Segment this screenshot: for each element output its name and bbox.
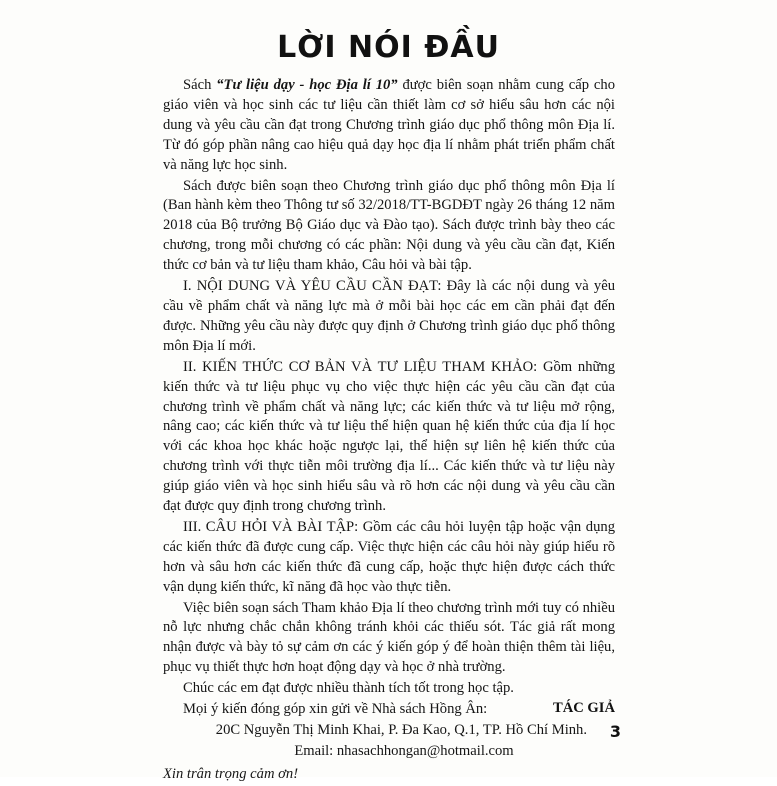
preface-body <box>163 76 615 786</box>
paragraph-structure: Sách được biên soạn theo Chương trình giáo dục phổ thông môn Địa lí (Ban hành kèm theo Thông tư số 32/2018/TT-BGDĐT ngày 26 tháng 12 năm 2018 của Bộ trưởng Bộ Giáo dục và Đào tạo). Sách được trình bày theo các chương, trong mỗi chương có các phần: Nội dung và yêu cầu cần đạt, Kiến thức cơ bản và tư liệu tham khảo, Câu hỏi và bài tập. <box>163 177 615 274</box>
paragraph-intro <box>163 76 615 176</box>
paragraph-section-1: I. NỘI DUNG VÀ YÊU CẦU CẦN ĐẠT: Đây là các nội dung và yêu cầu về phẩm chất và năng lực mà ở mỗi bài học các em cần phải đạt đến được. Những yêu cầu này được quy định ở Chương trình giáo dục phổ thông môn Địa lí mới. <box>163 278 615 354</box>
contact-email: Email: nhasachhongan@hotmail.com <box>294 742 514 759</box>
paragraph-acknowledgement: Việc biên soạn sách Tham khảo Địa lí theo chương trình mới tuy có nhiều nỗ lực nhưng chắc chắn không tránh khỏi các thiếu sót. Tác giả rất mong nhận được và bày tỏ sự cảm ơn các ý kiến góp ý để hoàn thiện thêm tài liệu, phục vụ thiết thực hơn hoạt động dạy và học ở nhà trường. <box>163 599 615 676</box>
paragraph-wishes: Chúc các em đạt được nhiều thành tích tốt trong học tập. <box>183 680 514 697</box>
author-signature: TÁC GIẢ <box>552 700 615 716</box>
paragraph-section-3: III. CÂU HỎI VÀ BÀI TẬP: Gồm các câu hỏi luyện tập hoặc vận dụng các kiến thức đã được cung cấp. Việc thực hiện các câu hỏi này giúp hiểu rõ hơn và sâu hơn các kiến thức đã cung cấp, hoặc thực hiện được cách thức vận dụng kiến thức, kĩ năng đã học vào thực tiễn. <box>163 518 615 595</box>
intro-rest: được biên soạn nhằm cung cấp cho giáo viên và học sinh các tư liệu cần thiết làm cơ sở hiểu sâu hơn các nội dung và yêu cầu cần đạt trong Chương trình giáo dục phổ thông môn Địa lí. Từ đó góp phần nâng cao hiệu quả dạy học địa lí nhằm phát triển phẩm chất và năng lực học sinh. <box>163 77 615 173</box>
contact-address: 20C Nguyễn Thị Minh Khai, P. Đa Kao, Q.1, TP. Hồ Chí Minh. <box>215 722 587 738</box>
paragraph-section-2: II. KIẾN THỨC CƠ BẢN VÀ TƯ LIỆU THAM KHẢO: Gồm những kiến thức và tư liệu phục vụ cho việc thực hiện các yêu cầu cần đạt của chương trình về phẩm chất và năng lực; các kiến thức và tư liệu mở rộng, nâng cao; các kiến thức và tư liệu thể hiện quan hệ kiến thức của địa lí học với các khoa học khác hoặc ngược lại, thể hiện sự liên hệ kiến thức của chương trình với thực tiễn môi trường địa lí... Các kiến thức và tư liệu này giúp giáo viên và học sinh hiểu sâu và rõ hơn các nội dung và yêu cầu cần đạt được quy định trong chương trình. <box>163 358 615 515</box>
page-title: LỜI NÓI ĐẦU <box>277 30 500 65</box>
book-title: “Tư liệu dạy - học Địa lí 10” <box>216 77 398 93</box>
closing-line: Xin trân trọng cảm ơn! <box>163 765 299 782</box>
paragraph-contact: Mọi ý kiến đóng góp xin gửi về Nhà sách Hồng Ân: <box>183 701 488 718</box>
intro-prefix: Sách <box>183 77 217 93</box>
page-number: 3 <box>609 722 621 741</box>
